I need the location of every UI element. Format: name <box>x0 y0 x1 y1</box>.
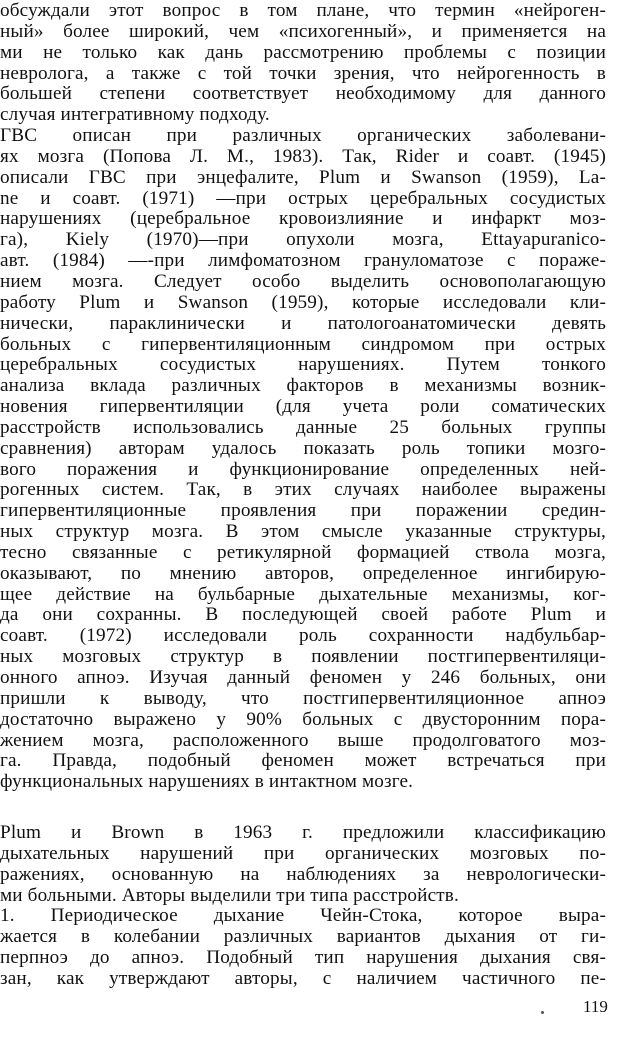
text-line: ражениях, основанную на наблюдениях за неврологически- <box>0 863 606 885</box>
text-line: га), Kiely (1970)—при опухоли мозга, Ettayapuranicо- <box>0 229 606 251</box>
text-line: описали ГВС при энцефалите, Plum и Swanson (1959), La- <box>0 166 606 188</box>
text-line: ных мозговых структур в появлении постгипервентиляци- <box>0 646 606 668</box>
text-line: тесно связанные с ретикулярной формацией ствола мозга, <box>0 541 606 563</box>
text-line: сравнения) авторам удалось показать роль топики мозго- <box>0 437 606 459</box>
text-line: церебральных сосудистых нарушениях. Путем тонкого <box>0 354 606 376</box>
text-line: невролога, а также с той точки зрения, что нейрогенность в <box>0 62 606 84</box>
text-line: ми больными. Авторы выделили три типа расстройств. <box>0 884 459 906</box>
text-line: ных структур мозга. В этом смысле указанные структуры, <box>0 521 606 543</box>
text-line: расстройств использовались данные 25 больных группы <box>0 416 606 438</box>
text-line: большей степени соответствует необходимому для данного <box>0 83 606 105</box>
text-line: работу Plum и Swanson (1959), которые исследовали кли- <box>0 291 606 313</box>
text-line: нием мозга. Следует особо выделить основополагающую <box>0 270 606 292</box>
text-line: дыхательных нарушений при органических мозговых по- <box>0 842 606 864</box>
text-line: анализа вклада различных факторов в механизмы возник- <box>0 375 606 397</box>
page-number: 119 <box>583 997 608 1016</box>
text-line: рогенных систем. Так, в этих случаях наиболее выражены <box>0 479 606 501</box>
text-line: соавт. (1972) исследовали роль сохранности надбульбар- <box>0 625 606 647</box>
text-line: да они сохранны. В последующей своей работе Plum и <box>0 604 606 626</box>
text-line: ГВС описан при различных органических заболевани- <box>0 125 606 147</box>
text-line: нически, параклинически и патологоанатомически девять <box>0 312 606 334</box>
text-line: ne и соавт. (1971) —при острых церебральных сосудистых <box>0 187 606 209</box>
text-line: ный» более широкий, чем «психогенный», и применяется на <box>0 20 606 42</box>
text-line: ми не только как дань рассмотрению проблемы с позиции <box>0 41 606 63</box>
text-line: новения гипервентиляции (для учета роли соматических <box>0 396 606 418</box>
text-line: оказывают, по мнению авторов, определенное ингибирую- <box>0 562 606 584</box>
text-line: пришли к выводу, что постгипервентиляционное апноэ <box>0 687 606 709</box>
text-line: больных с гипервентиляционным синдромом при острых <box>0 333 606 355</box>
text-line: функциональных нарушениях в интактном мозге. <box>0 771 414 793</box>
text-block-2 <box>0 823 606 990</box>
text-line: перпноэ до апноэ. Подобный тип нарушения дыхания свя- <box>0 947 606 969</box>
print-dot-mark <box>541 1011 544 1014</box>
text-line: авт. (1984) —-при лимфоматозном грануломатозе с пораже- <box>0 250 606 272</box>
text-line: 1. Периодическое дыхание Чейн-Стока, которое выра- <box>0 905 606 927</box>
text-line: нарушениях (церебральное кровоизлияние и инфаркт моз- <box>0 208 606 230</box>
text-line: вого поражения и функционирование определенных ней- <box>0 458 606 480</box>
text-line: случая интегративному подходу. <box>0 104 270 126</box>
text-line: жается в колебании различных вариантов дыхания от ги- <box>0 926 606 948</box>
text-line: онного апноэ. Изучая данный феномен у 246 больных, они <box>0 667 606 688</box>
text-block-1 <box>0 1 606 793</box>
text-line: щее действие на бульбарные дыхательные механизмы, ког- <box>0 583 606 605</box>
text-line: достаточно выражено у 90% больных с двусторонним пора- <box>0 708 606 730</box>
text-line: Plum и Brown в 1963 г. предложили классификацию <box>0 822 606 843</box>
text-line: жением мозга, расположенного выше продолговатого моз- <box>0 729 606 751</box>
text-line: га. Правда, подобный феномен может встречаться при <box>0 750 606 772</box>
text-line: обсуждали этот вопрос в том плане, что термин «нейроген- <box>0 0 606 21</box>
text-line: гипервентиляционные проявления при поражении средин- <box>0 500 606 522</box>
text-line: зан, как утверждают авторы, с наличием частичного пе- <box>0 967 606 989</box>
text-line: ях мозга (Попова Л. М., 1983). Так, Rider и соавт. (1945) <box>0 145 606 167</box>
